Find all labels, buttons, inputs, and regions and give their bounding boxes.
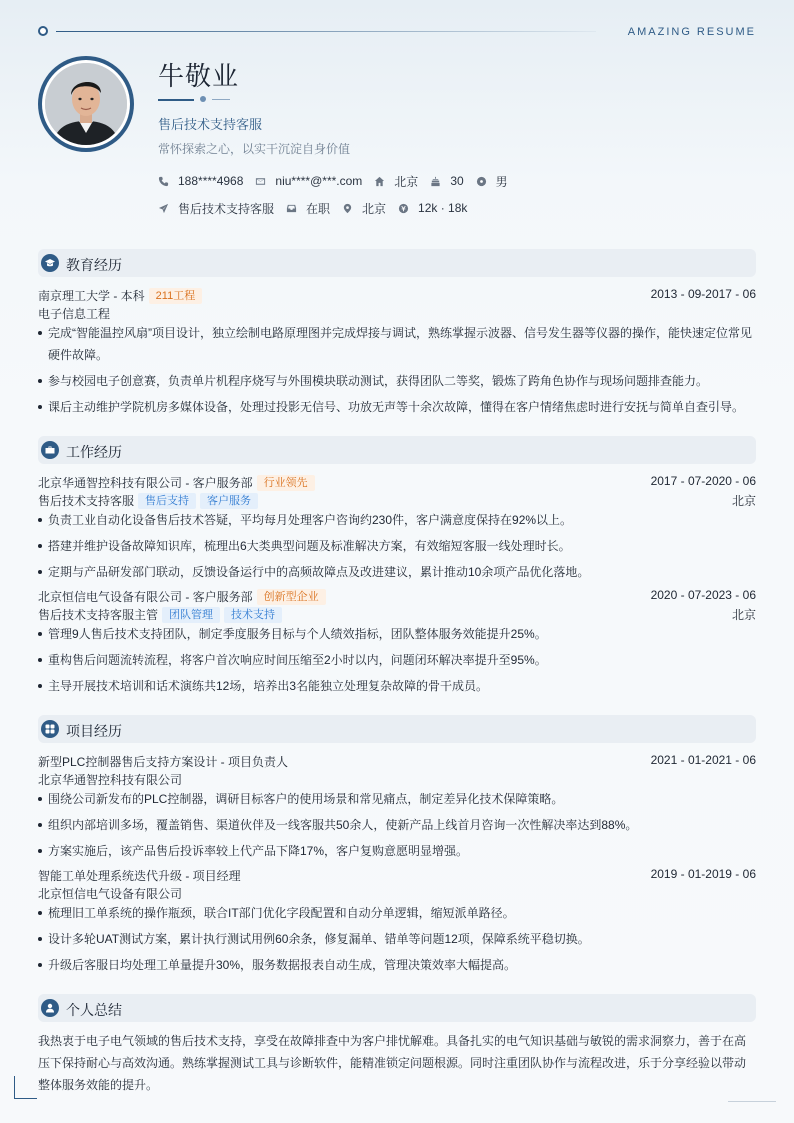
mail-icon bbox=[255, 176, 266, 187]
project-name: 新型PLC控制器售后支持方案设计 - 项目负责人 bbox=[38, 755, 289, 769]
email-item bbox=[255, 174, 362, 188]
education-date: 2013 - 09-2017 - 06 bbox=[650, 287, 756, 301]
name-decoration bbox=[158, 96, 238, 104]
circle-marker-icon bbox=[38, 26, 48, 36]
project-date: 2019 - 01-2019 - 06 bbox=[650, 867, 756, 881]
major: 电子信息工程 bbox=[38, 307, 111, 321]
brand-label: AMAZING RESUME bbox=[627, 26, 756, 38]
candidate-name: 牛敬业 bbox=[158, 61, 240, 91]
cake-icon bbox=[430, 176, 441, 187]
major-row bbox=[38, 305, 756, 323]
position-title: 售后技术支持客服主管 bbox=[38, 608, 159, 622]
gender-icon bbox=[476, 176, 487, 187]
section-title: 教育经历 bbox=[66, 257, 122, 273]
avatar bbox=[38, 56, 134, 152]
footer-line bbox=[728, 1101, 776, 1102]
project-row bbox=[38, 867, 756, 885]
position-title: 售后技术支持客服 bbox=[38, 494, 135, 508]
salary-item bbox=[398, 201, 467, 215]
skill-tag: 售后支持 bbox=[138, 493, 196, 509]
section-title: 项目经历 bbox=[66, 723, 122, 739]
city-item bbox=[374, 173, 418, 190]
salary-icon bbox=[398, 203, 409, 214]
job-city: 北京 bbox=[731, 494, 756, 508]
job-row bbox=[38, 588, 756, 606]
home-icon bbox=[374, 176, 385, 187]
phone-item bbox=[158, 174, 243, 188]
city-text: 北京 bbox=[394, 174, 419, 189]
job-row bbox=[38, 474, 756, 492]
corner-decoration bbox=[14, 1076, 37, 1099]
summary-text: 我热衷于电子电气领域的售后技术支持，享受在故障排查中为客户排忧解难。具备扎实的电气知识基础与敏锐的需求洞察力，善于在高压下保持耐心与高效沟通。熟练掌握测试工具与诊断软件，能精准锁定问题根源。同时注重团队协作与流程改进，乐于分享经验以带动整体服务效能的提升。 bbox=[38, 1034, 747, 1092]
job-city: 北京 bbox=[731, 608, 756, 622]
briefcase-icon bbox=[41, 441, 59, 459]
project-org-row bbox=[38, 771, 756, 789]
skill-tag: 客户服务 bbox=[200, 493, 258, 509]
contact-row bbox=[158, 172, 520, 190]
project-name: 智能工单处理系统迭代升级 - 项目经理 bbox=[38, 869, 241, 883]
target-role: 售后技术支持客服 bbox=[158, 117, 263, 132]
company-name: 北京恒信电气设备有限公司 - 客户服务部 bbox=[38, 590, 253, 604]
project-row bbox=[38, 753, 756, 771]
grid-icon bbox=[41, 720, 59, 738]
header-top-line bbox=[38, 26, 756, 36]
company-tag: 创新型企业 bbox=[257, 589, 326, 605]
company-tag: 行业领先 bbox=[257, 475, 315, 491]
salary-text: 12k · 18k bbox=[418, 201, 468, 215]
section-work-header bbox=[38, 436, 756, 464]
project-date: 2021 - 01-2021 - 06 bbox=[650, 753, 756, 767]
location-icon bbox=[342, 203, 353, 214]
section-title: 个人总结 bbox=[66, 1002, 122, 1018]
send-icon bbox=[158, 203, 169, 214]
phone-icon bbox=[158, 176, 169, 187]
intent-city-item bbox=[342, 200, 386, 217]
company-name: 北京华通智控科技有限公司 - 客户服务部 bbox=[38, 476, 253, 490]
age-item bbox=[430, 174, 463, 188]
project-org: 北京华通智控科技有限公司 bbox=[38, 773, 183, 787]
section-summary-header bbox=[38, 994, 756, 1022]
section-education-header bbox=[38, 249, 756, 277]
motto: 常怀探索之心，以实干沉淀自身价值 bbox=[158, 142, 351, 156]
inbox-icon bbox=[286, 203, 297, 214]
person-icon bbox=[41, 999, 59, 1017]
school-name: 南京理工大学 - 本科 bbox=[38, 289, 145, 303]
project-org: 北京恒信电气设备有限公司 bbox=[38, 887, 183, 901]
gender-item bbox=[476, 173, 508, 190]
section-title: 工作经历 bbox=[66, 444, 122, 460]
status-text: 在职 bbox=[306, 201, 331, 216]
project-org-row bbox=[38, 885, 756, 903]
skill-tag: 技术支持 bbox=[224, 607, 282, 623]
position-row bbox=[38, 606, 756, 624]
age-text: 30 bbox=[450, 174, 464, 188]
phone-text: 188****4968 bbox=[178, 174, 244, 188]
section-projects-header bbox=[38, 715, 756, 743]
divider bbox=[56, 31, 596, 32]
intent-role-item bbox=[158, 200, 274, 217]
education-row bbox=[38, 287, 756, 305]
skill-tag: 团队管理 bbox=[162, 607, 220, 623]
intent-city-text: 北京 bbox=[362, 201, 387, 216]
job-date: 2020 - 07-2023 - 06 bbox=[650, 588, 756, 602]
profile-photo bbox=[45, 63, 127, 145]
job-intent-row bbox=[158, 199, 479, 217]
gender-text: 男 bbox=[495, 174, 508, 189]
job-date: 2017 - 07-2020 - 06 bbox=[650, 474, 756, 488]
position-row bbox=[38, 492, 756, 510]
intent-role-text: 售后技术支持客服 bbox=[178, 201, 275, 216]
school-tag: 211工程 bbox=[149, 288, 203, 304]
status-item bbox=[286, 200, 330, 217]
graduation-cap-icon bbox=[41, 254, 59, 272]
email-text: niu****@***.com bbox=[275, 174, 363, 188]
